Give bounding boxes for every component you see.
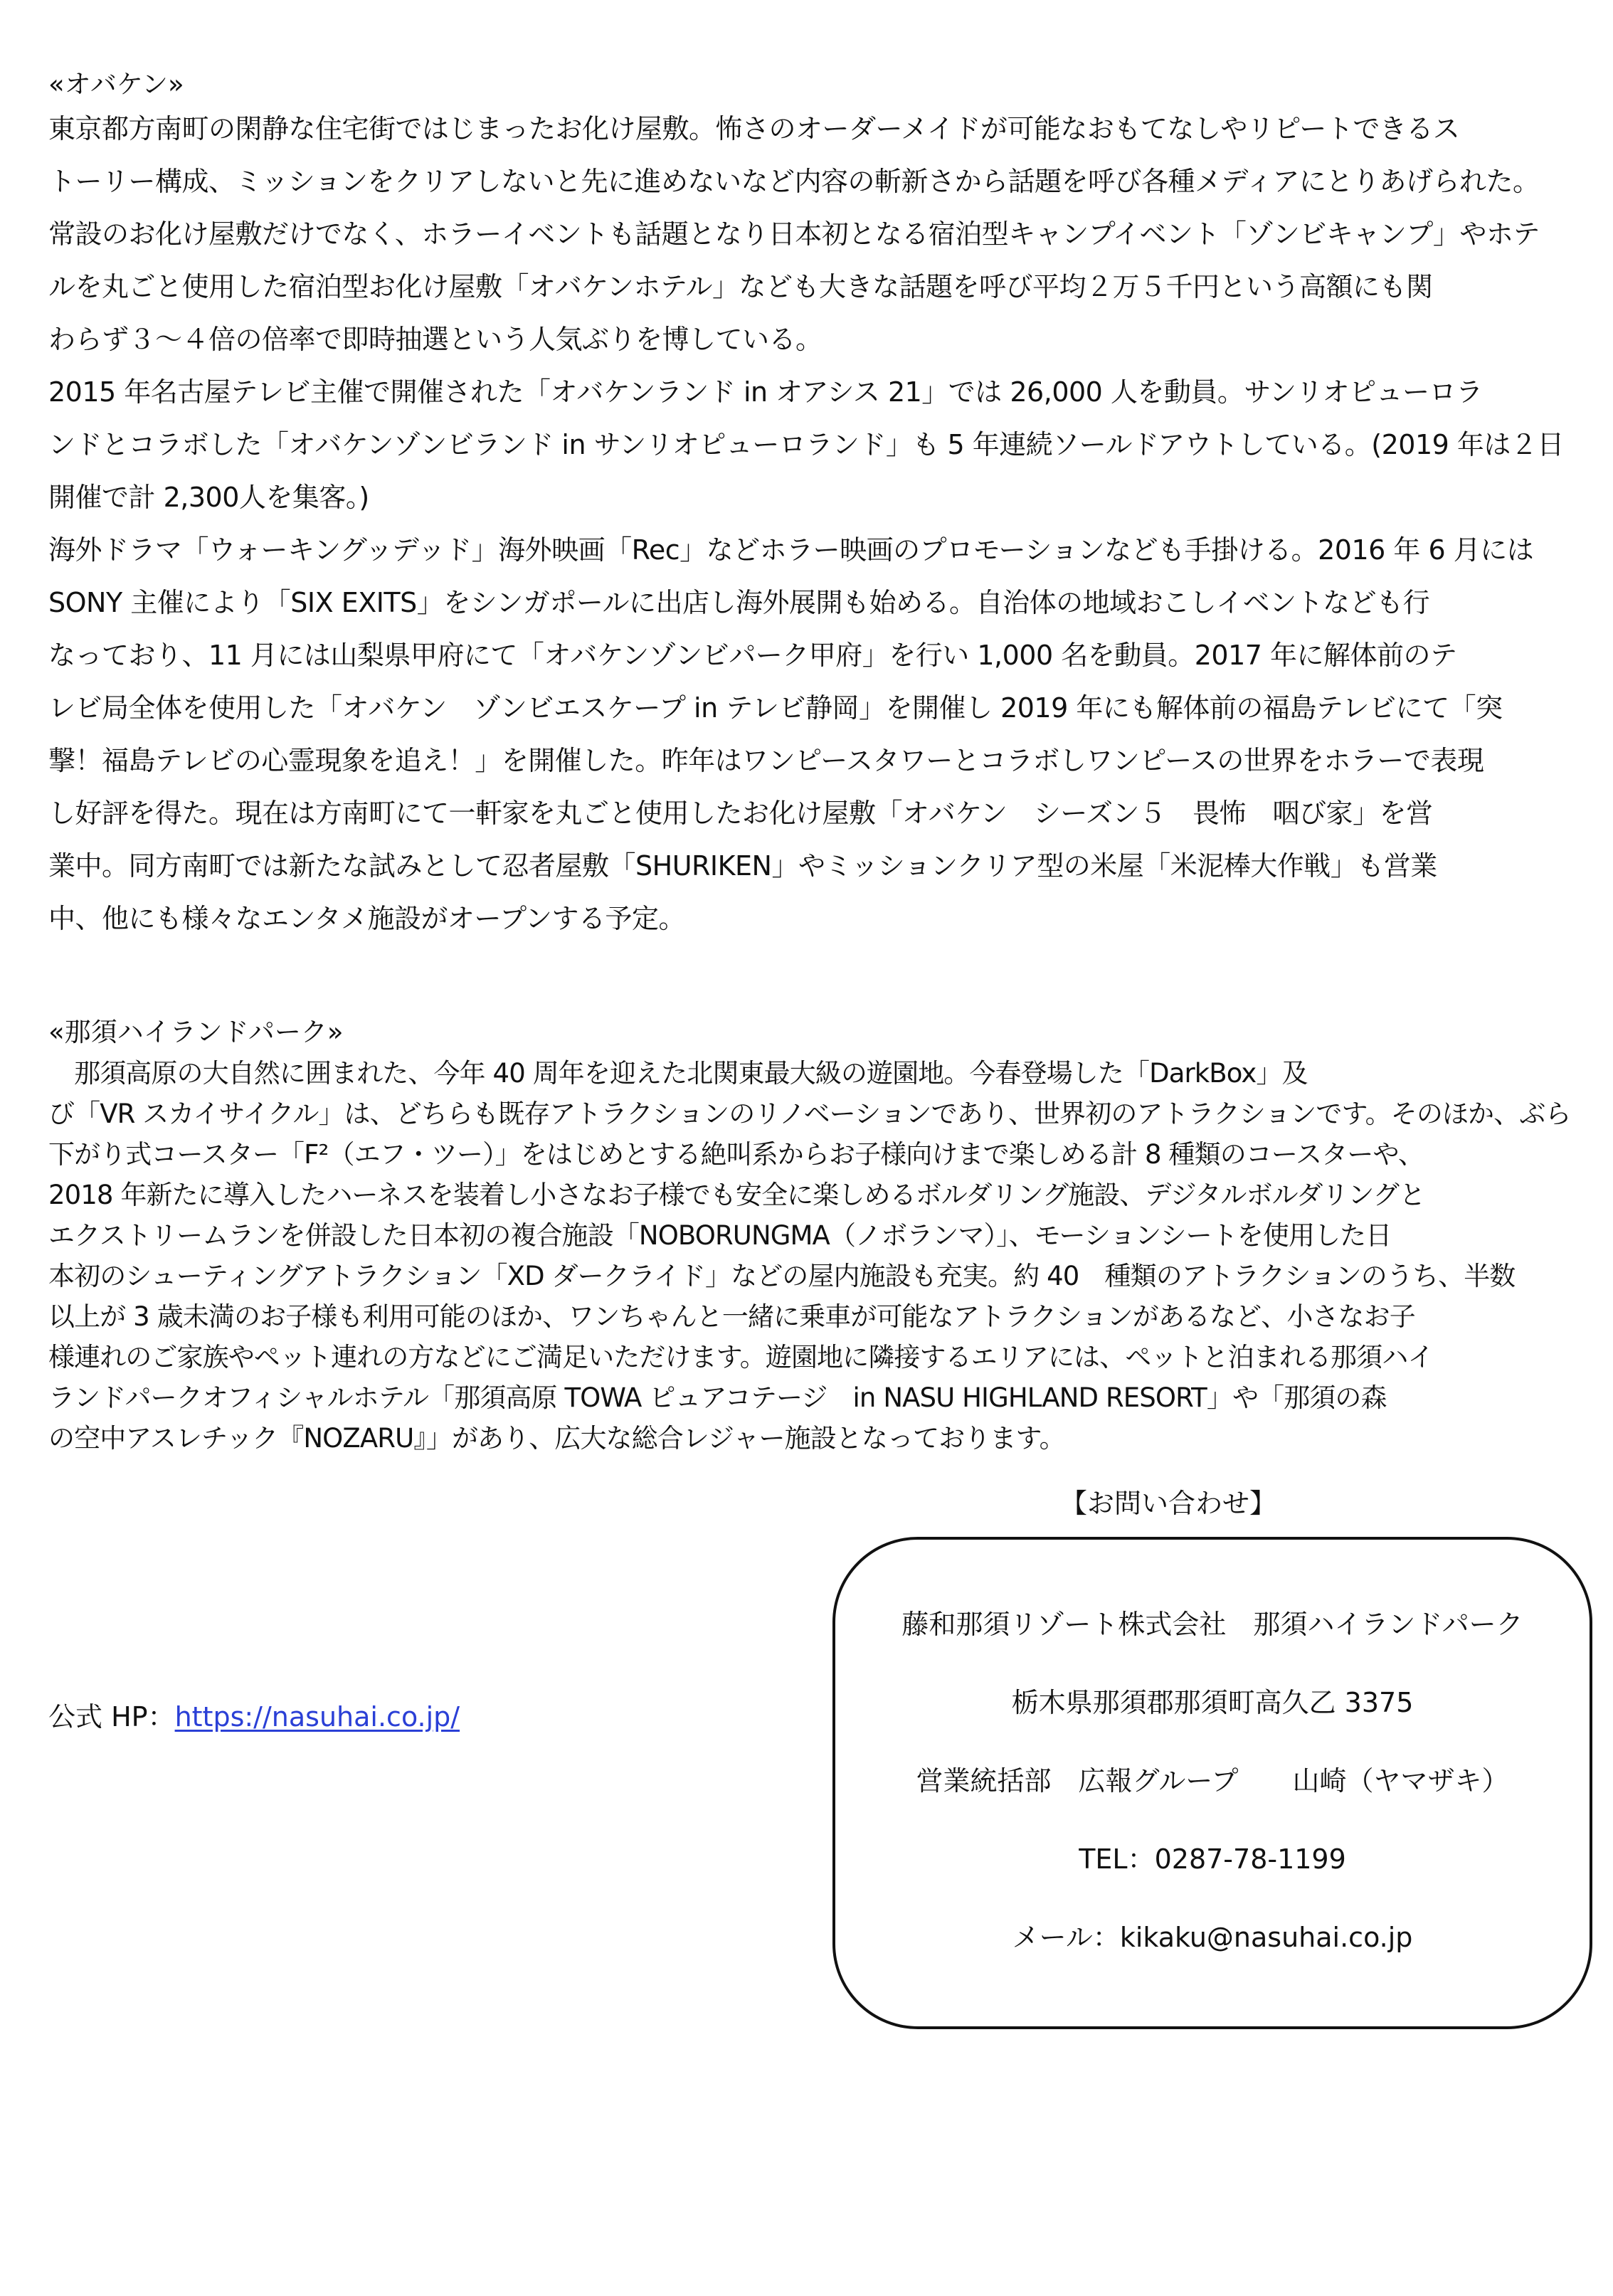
official-hp: [48, 1695, 460, 1734]
obaken-line: 海外ドラマ「ウォーキングッデッド」海外映画「Rec」などホラー映画のプロモーションなども手掛ける。2016 年 6 月には: [48, 534, 1534, 566]
nasu-line: び「VR スカイサイクル」は、どちらも既存アトラクションのリノベーションであり、世界初のアトラクションです。そのほか、ぶら: [48, 1099, 1571, 1129]
obaken-line: ンドとコラボした「オバケンゾンビランド in サンリオピューロランド」も 5 年連続ソールドアウトしている。(2019 年は２日: [48, 429, 1564, 460]
obaken-line: 撃！福島テレビの心霊現象を追え！」を開催した。昨年はワンピースタワーとコラボしワンピースの世界をホラーで表現: [48, 745, 1484, 776]
obaken-heading: «オバケン»: [48, 69, 184, 100]
nasu-line: 以上が 3 歳未満のお子様も利用可能のほか、ワンちゃんと一緒に乗車が可能なアトラクションがあるなど、小さなお子: [48, 1301, 1415, 1332]
obaken-line: 東京都方南町の閑静な住宅街ではじまったお化け屋敷。怖さのオーダーメイドが可能なおもてなしやリピートできるス: [48, 113, 1460, 144]
obaken-line: 中、他にも様々なエンタメ施設がオープンする予定。: [48, 903, 686, 934]
obaken-line: 2015 年名古屋テレビ主催で開催された「オバケンランド in オアシス 21」では 26,000 人を動員。サンリオピューロラ: [48, 376, 1483, 408]
nasu-line: 様連れのご家族やペット連れの方などにご満足いただけます。遊園地に隣接するエリアには、ペットと泊まれる那須ハイ: [48, 1342, 1434, 1372]
obaken-line: SONY 主催により「SIX EXITS」をシンガポールに出店し海外展開も始める。自治体の地域おこしイベントなども行: [48, 587, 1430, 618]
nasu-heading: «那須ハイランドパーク»: [48, 1017, 344, 1047]
contact-heading: 【お問い合わせ】: [1060, 1488, 1277, 1519]
contact-tel: TEL：0287-78-1199: [1079, 1843, 1346, 1875]
obaken-line: し好評を得た。現在は方南町にて一軒家を丸ごと使用したお化け屋敷「オバケン シーズン５ 畏怖 咽び家」を営: [48, 798, 1433, 829]
nasu-line: 本初のシューティングアトラクション「XD ダークライド」などの屋内施設も充実。約 40 種類のアトラクションのうち、半数: [48, 1261, 1516, 1291]
official-hp-link[interactable]: https://nasuhai.co.jp/: [174, 1701, 460, 1732]
nasu-line: の空中アスレチック『NOZARU』」があり、広大な総合レジャー施設となっております。: [48, 1423, 1065, 1454]
obaken-line: 開催で計 2,300人を集客。): [48, 482, 369, 513]
official-hp-label: 公式 HP：: [48, 1701, 175, 1732]
contact-address: 栃木県那須郡那須町高久乙 3375: [1011, 1687, 1414, 1718]
obaken-line: ルを丸ごと使用した宿泊型お化け屋敷「オバケンホテル」なども大きな話題を呼び平均２万５千円という高額にも関: [48, 271, 1433, 302]
nasu-line: 那須高原の大自然に囲まれた、今年 40 周年を迎えた北関東最大級の遊園地。今春登場した「DarkBox」及: [48, 1058, 1308, 1089]
obaken-line: 業中。同方南町では新たな試みとして忍者屋敷「SHURIKEN」やミッションクリア型の米屋「米泥棒大作戦」も営業: [48, 850, 1437, 882]
obaken-line: レビ局全体を使用した「オバケン ゾンビエスケープ in テレビ静岡」を開催し 2019 年にも解体前の福島テレビにて「突: [48, 692, 1503, 724]
nasu-line: 下がり式コースター「F²（エフ・ツー）」をはじめとする絶叫系からお子様向けまで楽しめる計 8 種類のコースターや、: [48, 1139, 1424, 1170]
contact-department: 営業統括部 広報グループ 山崎（ヤマザキ）: [916, 1765, 1509, 1797]
contact-email: メール：kikaku@nasuhai.co.jp: [1012, 1922, 1413, 1953]
obaken-line: わらず３～４倍の倍率で即時抽選という人気ぶりを博している。: [48, 324, 823, 355]
nasu-line: エクストリームランを併設した日本初の複合施設「NOBORUNGMA（ノボランマ）」、モーションシートを使用した日: [48, 1220, 1392, 1251]
obaken-line: 常設のお化け屋敷だけでなく、ホラーイベントも話題となり日本初となる宿泊型キャンプイベント「ゾンビキャンプ」やホテ: [48, 218, 1540, 250]
contact-box: [832, 1537, 1592, 2029]
nasu-line: ランドパークオフィシャルホテル「那須高原 TOWA ピュアコテージ in NASU HIGHLAND RESORT」や「那須の森: [48, 1382, 1387, 1413]
obaken-line: トーリー構成、ミッションをクリアしないと先に進めないなど内容の斬新さから話題を呼び各種メディアにとりあげられた。: [48, 166, 1540, 197]
obaken-line: なっており、11 月には山梨県甲府にて「オバケンゾンビパーク甲府」を行い 1,000 名を動員。2017 年に解体前のテ: [48, 640, 1457, 671]
nasu-line: 2018 年新たに導入したハーネスを装着し小さなお子様でも安全に楽しめるボルダリング施設、デジタルボルダリングと: [48, 1180, 1425, 1210]
contact-company: 藤和那須リゾート株式会社 那須ハイランドパーク: [901, 1609, 1523, 1640]
